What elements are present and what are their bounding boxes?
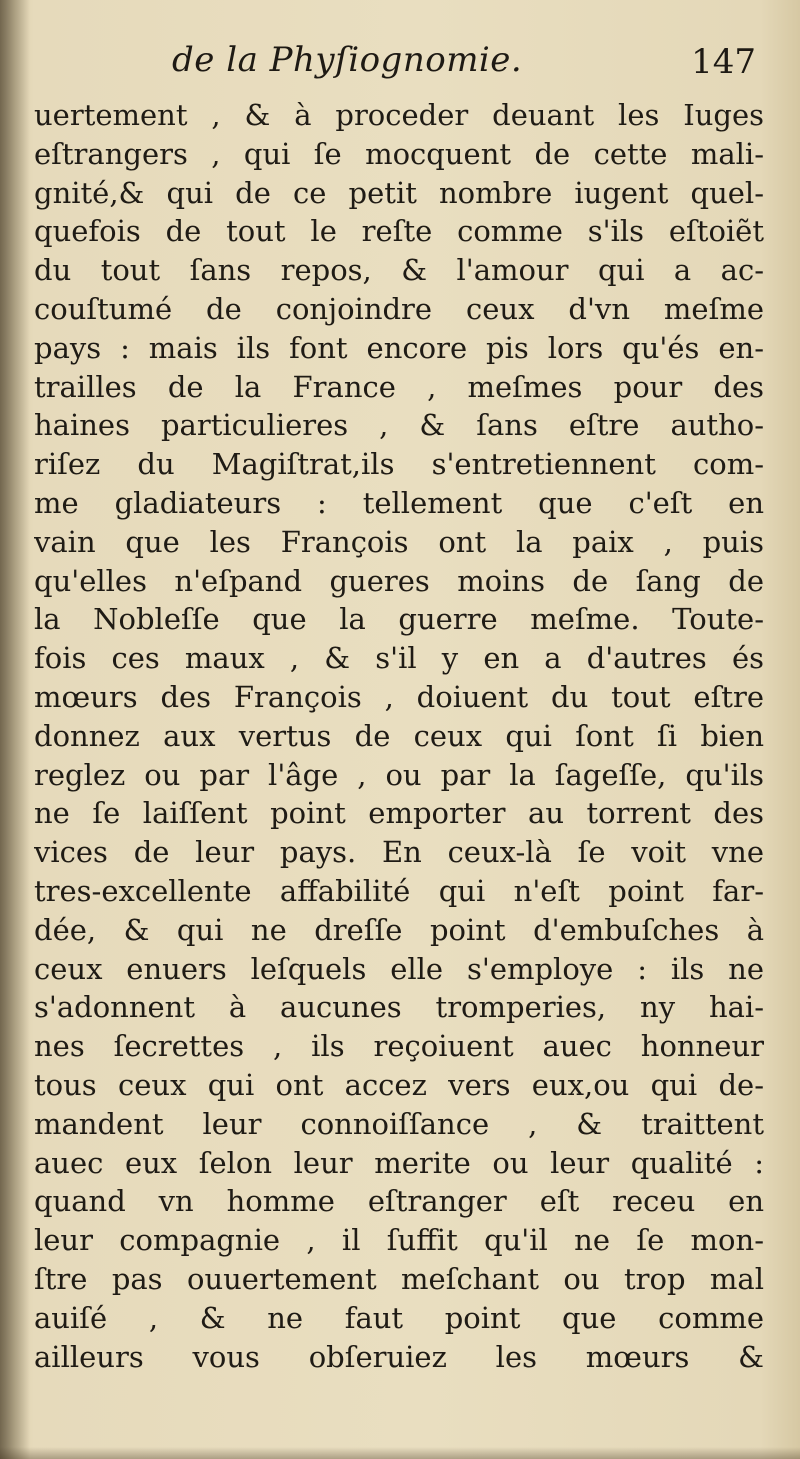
text-line: vices de leur pays. En ceux-là ſe voit vne [34,835,764,870]
text-line: dée, & qui ne dreſſe point d'embuſches à [34,912,764,947]
text-line: nes ſecrettes , ils reçoiuent auec honneur [34,1029,764,1064]
body-text [34,96,764,1376]
text-line: auec eux ſelon leur merite ou leur qualité : [34,1145,764,1180]
text-line: haines particulieres , & ſans eſtre autho- [34,408,764,443]
running-title: de la Phyſiognomie. [172,40,523,80]
text-line: quefois de tout le reſte comme s'ils eſtoiẽt [34,214,764,249]
page-number: 147 [691,42,756,82]
text-line: trailles de la France , meſmes pour des [34,369,764,404]
text-line: s'adonnent à aucunes tromperies, ny hai- [34,990,764,1025]
text-line: ne ſe laiſſent point emporter au torrent des [34,796,764,831]
text-line: gnité,& qui de ce petit nombre iugent quel- [34,175,764,210]
text-line: la Nobleſſe que la guerre meſme. Toute- [34,602,764,637]
text-line: mandent leur connoiſſance , & traittent [34,1106,764,1141]
text-line: ſtre pas ouuertement meſchant ou trop mal [34,1261,764,1296]
text-line: riſez du Magiſtrat,ils s'entretiennent com- [34,447,764,482]
text-line: pays : mais ils font encore pis lors qu'és en- [34,330,764,365]
text-line: ceux enuers leſquels elle s'employe : ils ne [34,951,764,986]
text-line: uertement , & à proceder deuant les Iuges [34,98,764,132]
text-line: eſtrangers , qui ſe mocquent de cette mali- [34,136,764,171]
text-line: ailleurs vous obſeruiez les mœurs & [34,1339,764,1374]
text-line: mœurs des François , doiuent du tout eſtre [34,679,764,714]
text-line: tres-excellente affabilité qui n'eſt point far- [34,873,764,908]
page-edge [0,1447,800,1459]
text-line: couſtumé de conjoindre ceux d'vn meſme [34,291,764,326]
text-line: auiſé , & ne faut point que comme [34,1300,764,1335]
text-line: reglez ou par l'âge , ou par la ſageſſe, qu'ils [34,757,764,792]
text-line: tous ceux qui ont accez vers eux,ou qui de- [34,1067,764,1102]
text-line: me gladiateurs : tellement que c'eſt en [34,485,764,520]
text-line: du tout ſans repos, & l'amour qui a ac- [34,253,764,288]
text-line: qu'elles n'eſpand gueres moins de ſang de [34,563,764,598]
text-line: vain que les François ont la paix , puis [34,524,764,559]
text-line: donnez aux vertus de ceux qui ſont ſi bien [34,718,764,753]
page-header [36,40,758,90]
text-line: leur compagnie , il ſuffit qu'il ne ſe mon- [34,1223,764,1258]
text-line: quand vn homme eſtranger eſt receu en [34,1184,764,1219]
binding-shadow [0,0,30,1459]
text-line: fois ces maux , & s'il y en a d'autres és [34,641,764,676]
